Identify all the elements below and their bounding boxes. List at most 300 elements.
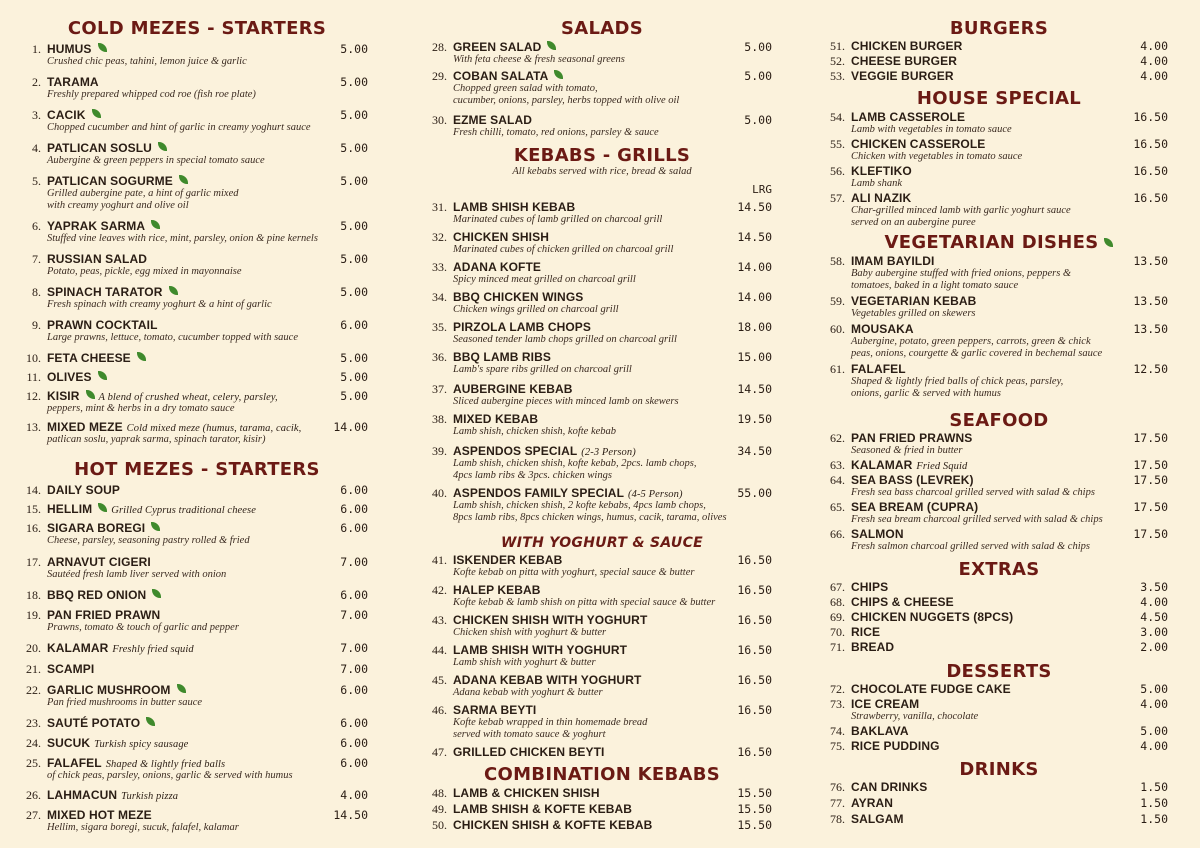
menu-column-1: [22, 0, 372, 848]
item-number: 40.: [432, 486, 447, 500]
item-description: Fresh salmon charcoal grilled served with salad & chips: [851, 541, 1090, 552]
item-number: 63.: [830, 458, 845, 472]
item-number: 19.: [26, 608, 41, 622]
item-name: [851, 110, 965, 124]
item-description: Pan fried mushrooms in butter sauce: [47, 697, 203, 708]
menu-item: [826, 54, 1172, 68]
item-number: 3.: [32, 108, 41, 122]
item-price: 16.50: [1133, 164, 1168, 178]
item-name-text: LAMB CASSEROLE: [851, 110, 966, 124]
menu-item: [22, 608, 372, 634]
item-price: 17.50: [1133, 527, 1168, 541]
menu-item: [826, 640, 1172, 654]
menu-item: [428, 745, 776, 759]
menu-item: [826, 254, 1172, 292]
item-name-text: AYRAN: [851, 796, 894, 810]
item-name-text: MIXED HOT MEZE: [47, 808, 152, 822]
item-name-text: LAMB SHISH WITH YOGHURT: [453, 643, 628, 657]
section-title-combination: COMBINATION KEBABS: [483, 764, 721, 785]
item-price: 6.00: [340, 502, 368, 516]
item-name: [851, 294, 976, 308]
item-number: 70.: [830, 625, 845, 639]
section-title-house-special: HOUSE SPECIAL: [916, 88, 1082, 109]
item-price: 7.00: [340, 555, 368, 569]
item-name: [851, 580, 888, 594]
menu-item: [22, 502, 372, 516]
menu-item: [826, 812, 1172, 826]
item-price: 7.00: [340, 608, 368, 622]
item-name: [453, 613, 647, 627]
vegetarian-leaf-icon: [169, 286, 178, 295]
item-price: 17.50: [1133, 500, 1168, 514]
item-price: 14.00: [737, 260, 772, 274]
item-number: 30.: [432, 113, 447, 127]
item-price: 55.00: [737, 486, 772, 500]
item-price: 15.00: [737, 350, 772, 364]
menu-item: [428, 382, 776, 408]
item-name: [47, 641, 194, 657]
item-price: 13.50: [1133, 322, 1168, 336]
item-name: [851, 739, 940, 753]
item-name-text: ICE CREAM: [851, 697, 920, 711]
menu-item: [428, 643, 776, 669]
item-name: [453, 643, 627, 657]
item-name: [453, 290, 583, 304]
item-description: Marinated cubes of lamb grilled on charcoal grill: [453, 214, 663, 225]
item-price: 34.50: [737, 444, 772, 458]
menu-item: [428, 613, 776, 639]
section-title-hot-mezes: HOT MEZES - STARTERS: [74, 459, 320, 480]
item-price: 14.00: [737, 290, 772, 304]
item-description: Lamb's spare ribs grilled on charcoal grill: [453, 364, 632, 375]
item-number: 50.: [432, 818, 447, 832]
item-description: Seasoned tender lamb chops grilled on charcoal grill: [453, 334, 677, 345]
menu-item: [826, 69, 1172, 83]
menu-item: [428, 69, 776, 107]
item-number: 17.: [26, 555, 41, 569]
vegetarian-leaf-icon: [179, 175, 188, 184]
item-name-text: CHICKEN CASSEROLE: [851, 137, 986, 151]
menu-item: [22, 75, 372, 101]
item-price: 15.50: [737, 786, 772, 800]
item-name-text: FALAFEL: [47, 756, 102, 770]
item-name-text: HELLIM: [47, 502, 93, 516]
item-description: Chicken shish with yoghurt & butter: [453, 627, 607, 638]
item-description: Kofte kebab & lamb shish on pitta with special sauce & butter: [453, 597, 716, 608]
section-yoghurt-sauce: [428, 553, 776, 763]
item-price: 17.50: [1133, 473, 1168, 487]
item-name-text: MOUSAKA: [851, 322, 914, 336]
item-name-text: YAPRAK SARMA: [47, 219, 146, 233]
item-price: 17.50: [1133, 458, 1168, 472]
item-price: 19.50: [737, 412, 772, 426]
item-name: [851, 431, 972, 445]
item-number: 21.: [26, 662, 41, 676]
section-extras: [826, 580, 1172, 655]
item-number: 54.: [830, 110, 845, 124]
item-name-text: RICE PUDDING: [851, 739, 940, 753]
vegetarian-leaf-icon: [151, 220, 160, 229]
item-description: Marinated cubes of chicken grilled on charcoal grill: [453, 244, 674, 255]
item-name-text: SALMON: [851, 527, 904, 541]
vegetarian-leaf-icon: [1104, 238, 1113, 247]
item-price: 5.00: [340, 75, 368, 89]
item-price: 5.00: [340, 219, 368, 233]
item-name-text: RICE: [851, 625, 881, 639]
item-number: 67.: [830, 580, 845, 594]
item-price: 7.00: [340, 662, 368, 676]
item-number: 34.: [432, 290, 447, 304]
item-price: 16.50: [1133, 137, 1168, 151]
item-note: A blend of crushed wheat, celery, parsley,: [98, 392, 278, 403]
menu-item: [428, 583, 776, 609]
section-desserts: [826, 682, 1172, 754]
item-number: 32.: [432, 230, 447, 244]
item-name: [453, 40, 556, 54]
item-description: Fresh spinach with creamy yoghurt & a hint of garlic: [47, 299, 272, 310]
item-name: [851, 682, 1011, 696]
item-number: 58.: [830, 254, 845, 268]
item-name: [851, 54, 957, 68]
item-name-text: BBQ RED ONION: [47, 588, 147, 602]
section-subtitle-kebabs: All kebabs served with rice, bread & salad: [512, 166, 692, 177]
item-name-text: ALI NAZIK: [851, 191, 912, 205]
menu-item: [826, 191, 1172, 229]
item-number: 23.: [26, 716, 41, 730]
item-name: [851, 527, 904, 541]
item-name-text: DAILY SOUP: [47, 483, 121, 497]
item-price: 4.50: [1140, 610, 1168, 624]
menu-item: [22, 351, 372, 365]
item-name: [47, 219, 160, 233]
item-price: 3.50: [1140, 580, 1168, 594]
item-name: [47, 174, 188, 188]
item-number: 68.: [830, 595, 845, 609]
item-description: Shaped & lightly fried balls of chick peas, parsley,: [851, 376, 1064, 387]
item-number: 62.: [830, 431, 845, 445]
item-name-text: CHIPS: [851, 580, 889, 594]
item-price: 4.00: [1140, 697, 1168, 711]
item-description: Lamb shish, chicken shish, 2 kofte kebabs, 4pcs lamb chops,: [453, 500, 706, 511]
item-description: peas, onions, courgette & garlic covered in bechemal sauce: [851, 348, 1103, 359]
menu-item: [428, 290, 776, 316]
vegetarian-leaf-icon: [146, 717, 155, 726]
item-name: [47, 683, 186, 697]
item-description: Prawns, tomato & touch of garlic and pepper: [47, 622, 239, 633]
item-name-text: HALEP KEBAB: [453, 583, 541, 597]
menu-item: [826, 164, 1172, 190]
item-description: cucumber, onions, parsley, herbs topped with olive oil: [453, 95, 680, 106]
item-number: 75.: [830, 739, 845, 753]
menu-item: [826, 473, 1172, 499]
item-name: [851, 362, 906, 376]
item-name-text: PATLICAN SOGURME: [47, 174, 173, 188]
item-price: 16.50: [737, 553, 772, 567]
item-price: 14.00: [333, 420, 368, 434]
item-number: 20.: [26, 641, 41, 655]
item-name-text: BREAD: [851, 640, 895, 654]
item-number: 5.: [32, 174, 41, 188]
item-description: Lamb with vegetables in tomato sauce: [851, 124, 1012, 135]
vegetarian-leaf-icon: [151, 522, 160, 531]
item-name: [47, 716, 155, 730]
item-name-text: SIGARA BOREGI: [47, 521, 146, 535]
item-description: tomatoes, baked in a light tomato sauce: [851, 280, 1019, 291]
section-title-desserts: DESSERTS: [946, 661, 1052, 682]
item-name: [47, 608, 160, 622]
item-number: 56.: [830, 164, 845, 178]
item-description: peppers, mint & herbs in a dry tomato sauce: [47, 403, 235, 414]
item-price: 16.50: [737, 673, 772, 687]
item-price: 18.00: [737, 320, 772, 334]
item-price: 6.00: [340, 483, 368, 497]
item-name-text: PRAWN COCKTAIL: [47, 318, 158, 332]
item-price: 16.50: [737, 703, 772, 717]
vegetarian-leaf-icon: [86, 390, 95, 399]
menu-item: [428, 802, 776, 816]
item-price: 2.00: [1140, 640, 1168, 654]
item-price: 6.00: [340, 716, 368, 730]
item-description: patlican soslu, yaprak sarma, spinach tarator, kisir): [47, 434, 266, 445]
menu-item: [428, 320, 776, 346]
item-number: 26.: [26, 788, 41, 802]
item-number: 11.: [26, 370, 41, 384]
item-name: [47, 483, 120, 497]
menu-item: [826, 110, 1172, 136]
item-price: 16.50: [737, 613, 772, 627]
item-price: 4.00: [1140, 54, 1168, 68]
menu-item: [428, 230, 776, 256]
item-name-text: LAHMACUN: [47, 788, 118, 802]
item-number: 41.: [432, 553, 447, 567]
item-number: 48.: [432, 786, 447, 800]
item-price: 5.00: [340, 370, 368, 384]
item-name-text: GRILLED CHICKEN BEYTI: [453, 745, 605, 759]
item-number: 44.: [432, 643, 447, 657]
item-name: [851, 473, 974, 487]
item-name: [851, 39, 962, 53]
item-name: [851, 322, 914, 336]
item-name-text: CHIPS & CHEESE: [851, 595, 954, 609]
section-seafood: [826, 431, 1172, 554]
item-name: [453, 69, 563, 83]
item-price: 5.00: [744, 113, 772, 127]
item-price: 7.00: [340, 641, 368, 655]
item-name-text: SARMA BEYTI: [453, 703, 537, 717]
item-description: with creamy yoghurt and olive oil: [47, 200, 189, 211]
menu-item: [826, 294, 1172, 320]
menu-item: [22, 389, 372, 415]
item-number: 76.: [830, 780, 845, 794]
item-number: 71.: [830, 640, 845, 654]
item-name: [851, 724, 909, 738]
section-cold-mezes: [22, 42, 372, 451]
item-price: 16.50: [1133, 110, 1168, 124]
menu-item: [826, 137, 1172, 163]
item-number: 27.: [26, 808, 41, 822]
item-name: [47, 370, 107, 384]
item-name-text: LAMB SHISH & KOFTE KEBAB: [453, 802, 633, 816]
item-price: 6.00: [340, 318, 368, 332]
item-name-text: CHOCOLATE FUDGE CAKE: [851, 682, 1011, 696]
item-name-text: SEA BASS (LEVREK): [851, 473, 974, 487]
item-name-text: TARAMA: [47, 75, 99, 89]
menu-item: [826, 322, 1172, 360]
menu-column-3: [826, 0, 1172, 848]
item-number: 52.: [830, 54, 845, 68]
menu-item: [428, 703, 776, 741]
item-price: 14.50: [737, 200, 772, 214]
item-price: 1.50: [1140, 812, 1168, 826]
item-name-text: SCAMPI: [47, 662, 95, 676]
menu-item: [428, 553, 776, 579]
item-name-text: SPINACH TARATOR: [47, 285, 163, 299]
section-title-vegetarian: VEGETARIAN DISHES: [826, 233, 1172, 253]
item-price: 5.00: [1140, 682, 1168, 696]
section-hot-mezes: [22, 483, 372, 840]
vegetarian-leaf-icon: [152, 589, 161, 598]
item-name-text: PAN FRIED PRAWNS: [851, 431, 973, 445]
item-name: [47, 736, 188, 752]
item-number: 33.: [432, 260, 447, 274]
item-note: Turkish spicy sausage: [94, 739, 189, 750]
item-description: Chopped cucumber and hint of garlic in creamy yoghurt sauce: [47, 122, 311, 133]
item-price: 6.00: [340, 521, 368, 535]
item-number: 9.: [32, 318, 41, 332]
section-burgers: [826, 39, 1172, 84]
item-name-text: CHICKEN SHISH: [453, 230, 549, 244]
item-number: 1.: [32, 42, 41, 56]
section-title-kebabs: KEBABS - GRILLS: [513, 145, 691, 166]
vegetarian-leaf-icon: [98, 43, 107, 52]
item-description: Baby aubergine stuffed with fried onions, peppers &: [851, 268, 1072, 279]
item-description: Strawberry, vanilla, chocolate: [851, 711, 979, 722]
item-description: Lamb shish with yoghurt & butter: [453, 657, 596, 668]
item-price: 4.00: [1140, 739, 1168, 753]
item-number: 39.: [432, 444, 447, 458]
section-title-drinks: DRINKS: [959, 759, 1039, 780]
item-number: 69.: [830, 610, 845, 624]
menu-item: [826, 458, 1172, 472]
item-name-text: GREEN SALAD: [453, 40, 542, 54]
item-name-text: KALAMAR: [851, 458, 913, 472]
item-number: 25.: [26, 756, 41, 770]
item-number: 18.: [26, 588, 41, 602]
menu-item: [428, 40, 776, 66]
menu-item: [826, 580, 1172, 594]
item-name-text: SAUTÉ POTATO: [47, 716, 141, 730]
item-name: [851, 796, 893, 810]
item-name: [453, 350, 551, 364]
vegetarian-leaf-icon: [98, 503, 107, 512]
item-description: Vegetables grilled on skewers: [851, 308, 976, 319]
menu-item: [826, 682, 1172, 696]
menu-item: [428, 350, 776, 376]
item-number: 14.: [26, 483, 41, 497]
item-name-text: ADANA KEBAB WITH YOGHURT: [453, 673, 642, 687]
item-name: [851, 697, 919, 711]
item-name-text: ARNAVUT CIGERI: [47, 555, 151, 569]
item-name-text: KLEFTIKO: [851, 164, 912, 178]
item-note: Turkish pizza: [121, 791, 179, 802]
item-description: Chicken with vegetables in tomato sauce: [851, 151, 1023, 162]
item-description: Stuffed vine leaves with rice, mint, parsley, onion & pine kernels: [47, 233, 318, 244]
item-price: 16.50: [1133, 191, 1168, 205]
vegetarian-leaf-icon: [177, 684, 186, 693]
item-description: Large prawns, lettuce, tomato, cucumber topped with sauce: [47, 332, 298, 343]
item-number: 74.: [830, 724, 845, 738]
item-name-text: CHICKEN NUGGETS (8PCS): [851, 610, 1014, 624]
menu-item: [428, 818, 776, 832]
item-price: 5.00: [340, 285, 368, 299]
item-price: 5.00: [340, 389, 368, 403]
item-number: 55.: [830, 137, 845, 151]
item-price: 14.50: [737, 382, 772, 396]
menu-item: [22, 108, 372, 134]
section-combination: [428, 786, 776, 834]
item-number: 29.: [432, 69, 447, 83]
item-number: 46.: [432, 703, 447, 717]
item-name: [47, 588, 161, 602]
item-price: 16.50: [737, 583, 772, 597]
item-name-text: SUCUK: [47, 736, 91, 750]
item-number: 73.: [830, 697, 845, 711]
menu-item: [22, 318, 372, 344]
vegetarian-leaf-icon: [92, 109, 101, 118]
item-name-text: CHICKEN SHISH WITH YOGHURT: [453, 613, 648, 627]
item-name: [851, 164, 912, 178]
item-number: 22.: [26, 683, 41, 697]
item-note: Freshly fried squid: [112, 644, 194, 655]
item-name: [47, 252, 147, 266]
menu-item: [826, 610, 1172, 624]
menu-item: [826, 625, 1172, 639]
menu-item: [826, 697, 1172, 723]
item-description: served on an aubergine puree: [851, 217, 976, 228]
item-description: Chopped green salad with tomato,: [453, 83, 598, 94]
item-number: 36.: [432, 350, 447, 364]
item-name-text: ADANA KOFTE: [453, 260, 541, 274]
item-name-text: LAMB SHISH KEBAB: [453, 200, 576, 214]
item-number: 15.: [26, 502, 41, 516]
item-price: 13.50: [1133, 254, 1168, 268]
item-price: 3.00: [1140, 625, 1168, 639]
menu-item: [22, 662, 372, 676]
item-price: 5.00: [340, 141, 368, 155]
item-name-text: OLIVES: [47, 370, 92, 384]
item-price: 4.00: [1140, 39, 1168, 53]
menu-item: [826, 362, 1172, 400]
item-name-text: CACIK: [47, 108, 86, 122]
section-title-burgers: BURGERS: [949, 18, 1049, 39]
item-number: 38.: [432, 412, 447, 426]
item-name-text: PATLICAN SOSLU: [47, 141, 152, 155]
item-name-text: ASPENDOS SPECIAL: [453, 444, 578, 458]
item-name: [851, 458, 967, 474]
menu-item: [826, 39, 1172, 53]
item-name-text: VEGETARIAN KEBAB: [851, 294, 977, 308]
section-title-extras: EXTRAS: [958, 559, 1040, 580]
item-description: Sliced aubergine pieces with minced lamb on skewers: [453, 396, 679, 407]
item-name-text: CHICKEN SHISH & KOFTE KEBAB: [453, 818, 653, 832]
item-price: 14.50: [737, 230, 772, 244]
menu-item: [22, 808, 372, 834]
item-number: 12.: [26, 389, 41, 403]
item-description: With feta cheese & fresh seasonal greens: [453, 54, 625, 65]
item-name: [453, 260, 541, 274]
item-name: [851, 640, 894, 654]
item-name-text: CHICKEN BURGER: [851, 39, 963, 53]
